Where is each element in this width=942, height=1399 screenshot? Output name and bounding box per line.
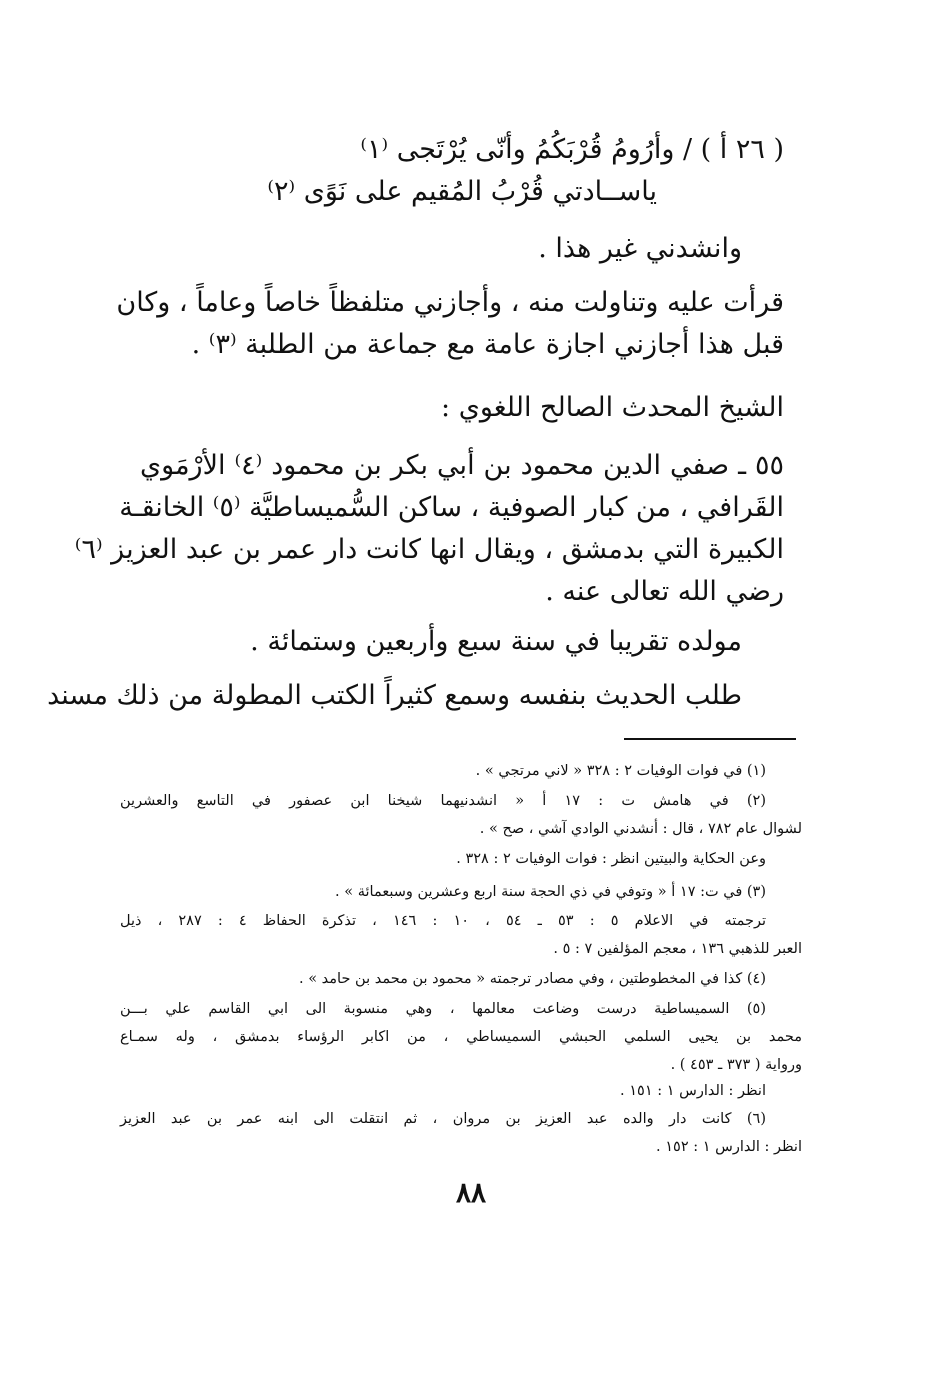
footnote-5-line-1: (٥) السميساطية درست وضاعت معالمها ، وهي منسوبة الى ابي القاسم علي بـــن: [120, 1001, 766, 1017]
footnote-6-line-2: انظر : الدارس ١ : ١٥٢ .: [656, 1139, 802, 1155]
footnote-5-line-4: انظر : الدارس ١ : ١٥١ .: [620, 1083, 766, 1099]
entry-55-line-4: رضي الله تعالى عنه .: [545, 576, 784, 607]
footnote-5-line-3: ورواية ( ٣٧٣ ـ ٤٥٣ ) .: [670, 1057, 802, 1073]
footnote-3-line-1: (٣) في ت: ١٧ أ « وتوفي في ذي الحجة سنة اربع وعشرين وسبعمائة » .: [335, 884, 766, 900]
entry-55-line-2: القَرافي ، من كبار الصوفية ، ساكن السُّميساطيَّة ⁽٥⁾ الخانقـة: [119, 492, 784, 523]
body-line-3: وانشدني غير هذا .: [538, 233, 742, 264]
footnote-3-line-3: العبر للذهبي ١٣٦ ، معجم المؤلفين ٧ : ٥ .: [553, 941, 802, 957]
entry-55-line-3: الكبيرة التي بدمشق ، ويقال انها كانت دار عمر بن عبد العزيز ⁽٦⁾: [74, 534, 784, 565]
body-line-verse-2: ياســادتي قُرْبُ المُقيم على نَوًى ⁽٢⁾: [267, 176, 657, 207]
footnote-6-line-1: (٦) كانت دار والده عبد العزيز بن مروان ، ثم انتقلت الى ابنه عمر بن عبد العزيز: [120, 1111, 766, 1127]
footnote-5-line-2: محمد بن يحيى السلمي الحبشي السميساطي ، من اكابر الرؤساء بدمشق ، وله سمـاع: [120, 1029, 802, 1045]
body-line-4: قرأت عليه وتناولت منه ، وأجازني متلفظاً خاصاً وعاماً ، وكان: [116, 287, 784, 318]
section-heading: الشيخ المحدث الصالح اللغوي :: [441, 392, 784, 423]
footnote-1: (١) في فوات الوفيات ٢ : ٣٢٨ « لاني مرتجي » .: [475, 763, 766, 779]
footnote-2-line-3: وعن الحكاية والبيتين انظر : فوات الوفيات ٢ : ٣٢٨ .: [456, 851, 766, 867]
footnote-separator: [624, 738, 796, 740]
entry-55-line-1: ٥٥ ـ صفي الدين محمود بن أبي بكر بن محمود ⁽٤⁾ الأرْمَوي: [140, 450, 784, 481]
birth-line: مولده تقريبا في سنة سبع وأربعين وستمائة .: [250, 626, 742, 657]
footnote-3-line-2: ترجمته في الاعلام ٥ : ٥٣ ـ ٥٤ ، ١٠ : ١٤٦ ، تذكرة الحفاظ ٤ : ٢٨٧ ، ذيل: [120, 913, 766, 929]
footnote-4: (٤) كذا في المخطوطتين ، وفي مصادر ترجمته « محمود بن محمد بن حامد » .: [298, 971, 766, 987]
footnote-2-line-2: لشوال عام ٧٨٢ ، قال : أنشدني الوادي آشي ، صح » .: [479, 821, 802, 837]
page-number: ٨٨: [455, 1176, 487, 1209]
footnote-2-line-1: (٢) في هامش ت : ١٧ أ « انشدنيهما شيخنا ابن عصفور في التاسع والعشرين: [120, 793, 766, 809]
study-line: طلب الحديث بنفسه وسمع كثيراً الكتب المطولة من ذلك مسند: [47, 680, 742, 711]
body-line-verse-1: ( ٢٦ أ ) / وأرُومُ قُرْبَكُمُ وأنّى يُرْتَجى ⁽١⁾: [360, 134, 784, 165]
body-line-5: قبل هذا أجازني اجازة عامة مع جماعة من الطلبة ⁽٣⁾ .: [191, 329, 784, 360]
